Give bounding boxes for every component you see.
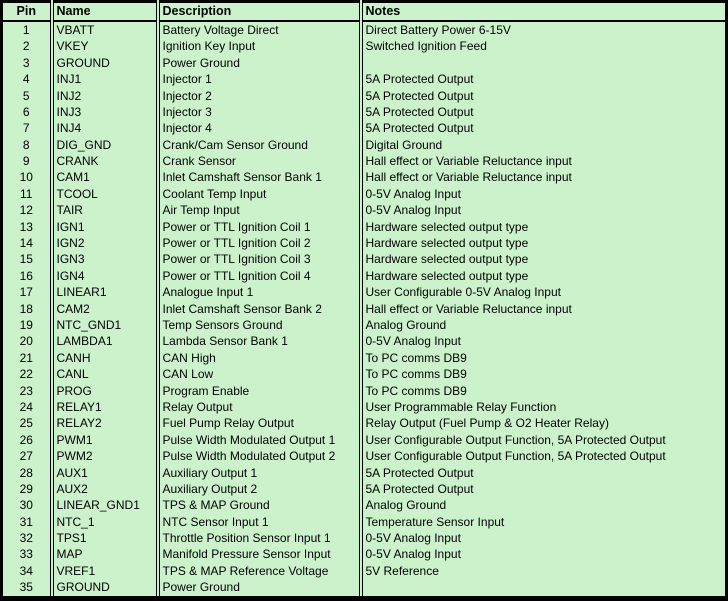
name-cell: IGN4: [52, 268, 158, 284]
table-row: [2, 202, 727, 218]
table-row: [2, 415, 727, 431]
description-cell: Temp Sensors Ground: [158, 317, 361, 333]
name-cell: INJ2: [52, 88, 158, 104]
pin-cell: 7: [22, 121, 30, 136]
pin-cell: 13: [19, 219, 33, 234]
notes-cell: 0-5V Analog Input: [361, 334, 727, 350]
table-row: [2, 481, 727, 497]
pin-cell: 2: [22, 39, 30, 54]
table-body: [2, 21, 727, 599]
description-cell: Inlet Camshaft Sensor Bank 1: [158, 170, 361, 186]
name-cell: RELAY2: [52, 415, 158, 431]
name-cell: INJ4: [52, 120, 158, 136]
notes-cell: Hall effect or Variable Reluctance input: [361, 170, 727, 186]
table-row: [2, 21, 727, 38]
description-cell: Auxiliary Output 2: [158, 481, 361, 497]
description-cell: Auxiliary Output 1: [158, 465, 361, 481]
description-cell: Air Temp Input: [158, 202, 361, 218]
notes-cell: Hardware selected output type: [361, 235, 727, 251]
description-cell: Inlet Camshaft Sensor Bank 2: [158, 301, 361, 317]
table-row: [2, 153, 727, 169]
table-row: [2, 120, 727, 136]
table-row: [2, 432, 727, 448]
description-cell: Crank/Cam Sensor Ground: [158, 137, 361, 153]
pin-cell: 29: [19, 481, 33, 496]
description-cell: Power or TTL Ignition Coil 3: [158, 252, 361, 268]
table-row: [2, 301, 727, 317]
name-cell: AUX2: [52, 481, 158, 497]
name-cell: PWM1: [52, 432, 158, 448]
name-cell: NTC_GND1: [52, 317, 158, 333]
notes-cell: Digital Ground: [361, 137, 727, 153]
column-header-description: Description: [158, 2, 361, 22]
notes-cell: To PC comms DB9: [361, 350, 727, 366]
pin-cell: 4: [22, 72, 30, 87]
table-row: [2, 268, 727, 284]
column-header-pin: Pin: [2, 2, 52, 22]
pin-cell: 30: [19, 498, 33, 513]
notes-cell: Temperature Sensor Input: [361, 514, 727, 530]
name-cell: MAP: [52, 547, 158, 563]
table-row: [2, 284, 727, 300]
table-row: [2, 71, 727, 87]
table-row: [2, 317, 727, 333]
table-row: [2, 514, 727, 530]
name-cell: RELAY1: [52, 399, 158, 415]
table-header: [2, 2, 727, 22]
notes-cell: To PC comms DB9: [361, 366, 727, 382]
table-row: [2, 465, 727, 481]
description-cell: Ignition Key Input: [158, 38, 361, 54]
notes-cell: To PC comms DB9: [361, 383, 727, 399]
description-cell: Lambda Sensor Bank 1: [158, 334, 361, 350]
name-cell: INJ3: [52, 104, 158, 120]
pin-cell: 17: [19, 285, 33, 300]
notes-cell: Relay Output (Fuel Pump & O2 Heater Relay): [361, 415, 727, 431]
name-cell: INJ1: [52, 71, 158, 87]
description-cell: Injector 3: [158, 104, 361, 120]
table-row: [2, 579, 727, 598]
notes-cell: 5A Protected Output: [361, 88, 727, 104]
header-row: [2, 2, 727, 22]
notes-cell: 0-5V Analog Input: [361, 202, 727, 218]
notes-cell: 5A Protected Output: [361, 71, 727, 87]
notes-cell: Hardware selected output type: [361, 252, 727, 268]
notes-cell: 0-5V Analog Input: [361, 530, 727, 546]
notes-cell: Switched Ignition Feed: [361, 38, 727, 54]
description-cell: Injector 4: [158, 120, 361, 136]
description-cell: TPS & MAP Reference Voltage: [158, 563, 361, 579]
name-cell: CAM1: [52, 170, 158, 186]
pin-cell: 9: [22, 154, 30, 169]
description-cell: Pulse Width Modulated Output 2: [158, 448, 361, 464]
description-cell: Injector 2: [158, 88, 361, 104]
notes-cell: Direct Battery Power 6-15V: [361, 21, 727, 38]
table-row: [2, 137, 727, 153]
notes-cell: 5A Protected Output: [361, 465, 727, 481]
name-cell: VKEY: [52, 38, 158, 54]
description-cell: NTC Sensor Input 1: [158, 514, 361, 530]
pin-cell: 3: [22, 55, 30, 70]
pin-cell: 35: [19, 580, 33, 595]
name-cell: CAM2: [52, 301, 158, 317]
pin-cell: 22: [19, 367, 33, 382]
pin-cell: 27: [19, 449, 33, 464]
table-row: [2, 186, 727, 202]
table-row: [2, 547, 727, 563]
notes-cell: Analog Ground: [361, 317, 727, 333]
column-header-notes: Notes: [361, 2, 727, 22]
table-row: [2, 334, 727, 350]
notes-cell: User Configurable Output Function, 5A Protected Output: [361, 448, 727, 464]
name-cell: AUX1: [52, 465, 158, 481]
pin-cell: 19: [19, 318, 33, 332]
description-cell: Power Ground: [158, 579, 361, 598]
pin-cell: 18: [19, 301, 33, 316]
pin-cell: 11: [20, 186, 33, 201]
pin-cell: 33: [19, 547, 33, 562]
name-cell: TPS1: [52, 530, 158, 546]
table-row: [2, 497, 727, 513]
table-row: [2, 104, 727, 120]
name-cell: LINEAR_GND1: [52, 497, 158, 513]
pin-cell: 31: [19, 514, 33, 529]
notes-cell: User Programmable Relay Function: [361, 399, 727, 415]
table-row: [2, 563, 727, 579]
pin-cell: 26: [19, 432, 33, 447]
table-row: [2, 55, 727, 71]
name-cell: VBATT: [52, 21, 158, 38]
notes-cell: Analog Ground: [361, 497, 727, 513]
column-header-name: Name: [52, 2, 158, 22]
pin-cell: 6: [22, 104, 30, 119]
notes-cell: User Configurable 0-5V Analog Input: [361, 284, 727, 300]
description-cell: Battery Voltage Direct: [158, 21, 361, 38]
pin-cell: 20: [19, 334, 33, 349]
description-cell: Program Enable: [158, 383, 361, 399]
description-cell: Throttle Position Sensor Input 1: [158, 530, 361, 546]
name-cell: IGN3: [52, 252, 158, 268]
pin-cell: 23: [19, 383, 33, 398]
notes-cell: 5A Protected Output: [361, 104, 727, 120]
pin-cell: 15: [19, 252, 33, 267]
notes-cell: Hardware selected output type: [361, 268, 727, 284]
notes-cell: Hall effect or Variable Reluctance input: [361, 153, 727, 169]
name-cell: TAIR: [52, 202, 158, 218]
name-cell: LAMBDA1: [52, 334, 158, 350]
name-cell: IGN1: [52, 219, 158, 235]
name-cell: PWM2: [52, 448, 158, 464]
notes-cell: 5V Reference: [361, 563, 727, 579]
description-cell: Power or TTL Ignition Coil 4: [158, 268, 361, 284]
notes-cell: Hardware selected output type: [361, 219, 727, 235]
notes-cell: User Configurable Output Function, 5A Protected Output: [361, 432, 727, 448]
table-row: [2, 350, 727, 366]
name-cell: TCOOL: [52, 186, 158, 202]
pin-cell: 24: [19, 399, 33, 414]
table-row: [2, 448, 727, 464]
table-row: [2, 530, 727, 546]
description-cell: Relay Output: [158, 399, 361, 415]
table-row: [2, 399, 727, 415]
name-cell: GROUND: [52, 579, 158, 598]
table-row: [2, 235, 727, 251]
notes-cell: [361, 579, 727, 598]
description-cell: Coolant Temp Input: [158, 186, 361, 202]
name-cell: VREF1: [52, 563, 158, 579]
pin-cell: 16: [19, 268, 33, 283]
pin-cell: 34: [19, 563, 33, 578]
description-cell: Injector 1: [158, 71, 361, 87]
description-cell: Fuel Pump Relay Output: [158, 415, 361, 431]
description-cell: Manifold Pressure Sensor Input: [158, 547, 361, 563]
pin-cell: 12: [19, 203, 33, 218]
notes-cell: 0-5V Analog Input: [361, 186, 727, 202]
name-cell: CANH: [52, 350, 158, 366]
description-cell: CAN High: [158, 350, 361, 366]
table-row: [2, 88, 727, 104]
name-cell: CANL: [52, 366, 158, 382]
pin-cell: 8: [22, 137, 30, 152]
notes-cell: Hall effect or Variable Reluctance input: [361, 301, 727, 317]
description-cell: Power or TTL Ignition Coil 1: [158, 219, 361, 235]
table-row: [2, 219, 727, 235]
name-cell: LINEAR1: [52, 284, 158, 300]
description-cell: Crank Sensor: [158, 153, 361, 169]
description-cell: TPS & MAP Ground: [158, 497, 361, 513]
description-cell: Pulse Width Modulated Output 1: [158, 432, 361, 448]
notes-cell: 0-5V Analog Input: [361, 547, 727, 563]
pin-cell: 5: [22, 88, 30, 103]
description-cell: CAN Low: [158, 366, 361, 382]
name-cell: GROUND: [52, 55, 158, 71]
name-cell: NTC_1: [52, 514, 158, 530]
notes-cell: [361, 55, 727, 71]
name-cell: PROG: [52, 383, 158, 399]
pin-cell: 1: [22, 22, 30, 37]
table-row: [2, 383, 727, 399]
pin-cell: 21: [19, 350, 33, 365]
table-row: [2, 38, 727, 54]
table-row: [2, 252, 727, 268]
notes-cell: 5A Protected Output: [361, 120, 727, 136]
table-row: [2, 366, 727, 382]
pin-cell: 10: [19, 170, 33, 185]
pin-cell: 32: [19, 531, 33, 546]
notes-cell: 5A Protected Output: [361, 481, 727, 497]
description-cell: Power or TTL Ignition Coil 2: [158, 235, 361, 251]
pin-cell: 28: [19, 465, 33, 480]
pin-cell: 25: [19, 416, 33, 431]
description-cell: Analogue Input 1: [158, 284, 361, 300]
description-cell: Power Ground: [158, 55, 361, 71]
table-row: [2, 170, 727, 186]
name-cell: DIG_GND: [52, 137, 158, 153]
name-cell: IGN2: [52, 235, 158, 251]
pin-cell: 14: [19, 236, 33, 251]
name-cell: CRANK: [52, 153, 158, 169]
